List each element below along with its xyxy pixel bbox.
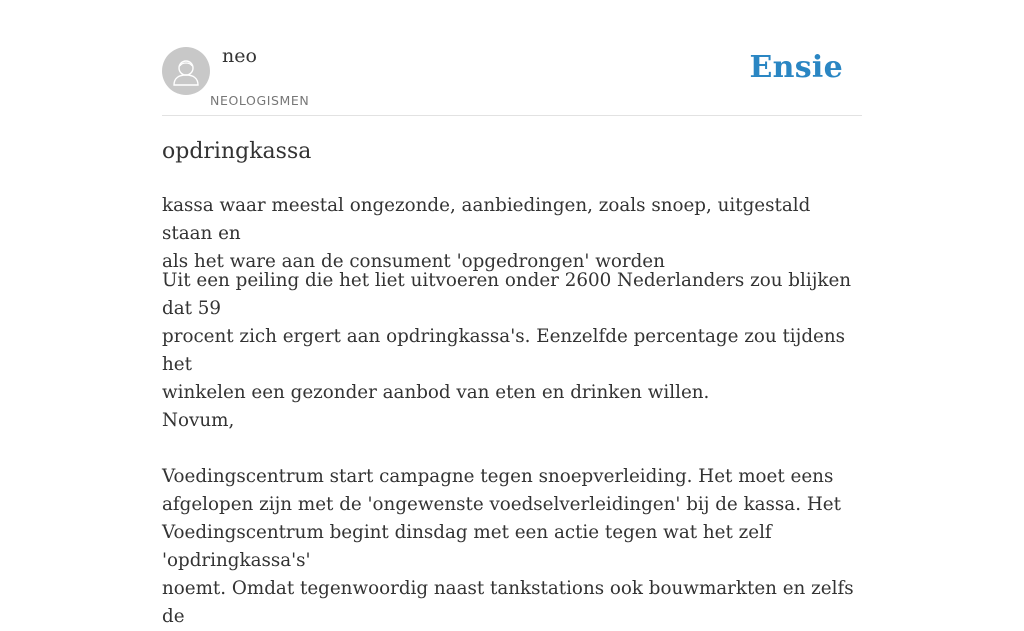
example-source: Novum,: [162, 410, 235, 431]
example-line: winkelen een gezonder aanbod van eten en drinken willen.: [162, 382, 710, 403]
example-line: procent zich ergert aan opdringkassa's. Eenzelfde percentage zou tijdens het: [162, 326, 846, 375]
example-line: Uit een peiling die het liet uitvoeren onder 2600 Nederlanders zou blijken dat 59: [162, 270, 852, 319]
user-avatar-icon: [162, 47, 210, 95]
author-name[interactable]: neo: [222, 45, 257, 67]
example-spacer: [162, 435, 862, 463]
example-line: afgelopen zijn met de 'ongewenste voedselverleidingen' bij de kassa. Het: [162, 494, 841, 515]
category-label[interactable]: NEOLOGISMEN: [210, 93, 310, 108]
author-avatar[interactable]: [162, 47, 210, 95]
definition-line: kassa waar meestal ongezonde, aanbiedingen, zoals snoep, uitgestald staan en: [162, 195, 811, 244]
example-line: Voedingscentrum start campagne tegen snoepverleiding. Het moet eens: [162, 466, 834, 487]
entry-definition: [162, 192, 862, 276]
entry-title: opdringkassa: [162, 139, 312, 164]
page: [162, 0, 862, 627]
definition-line: als het ware aan de consument 'opgedrongen' worden: [162, 251, 665, 272]
ensie-logo[interactable]: Ensie: [749, 50, 843, 85]
example-line: noemt. Omdat tegenwoordig naast tankstations ook bouwmarkten en zelfs de: [162, 578, 854, 627]
example-line: Voedingscentrum begint dinsdag met een actie tegen wat het zelf 'opdringkassa's': [162, 522, 772, 571]
header: [162, 0, 862, 116]
entry-example: [162, 267, 862, 631]
